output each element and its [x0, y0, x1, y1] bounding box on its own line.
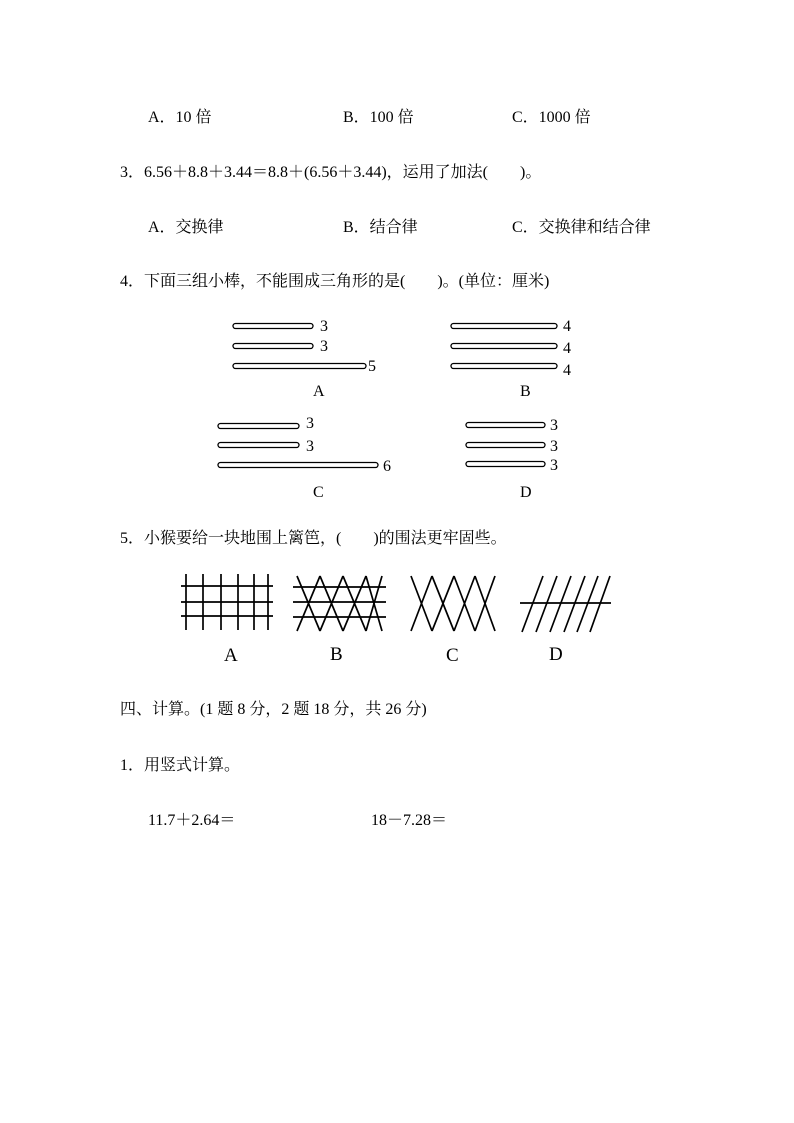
stick-c2-length: 3: [306, 438, 314, 455]
group-d-label: D: [520, 484, 532, 501]
q5-stem: 5．小猴要给一块地围上篱笆，( )的围法更牢固些。: [120, 530, 507, 547]
stick-group-c: [218, 415, 391, 501]
stick-c1: [218, 424, 299, 429]
fence-d-label: D: [549, 644, 563, 665]
q3-option-b: B．结合律: [343, 219, 418, 236]
group-a-label: A: [313, 383, 325, 400]
stick-d1: [466, 423, 545, 428]
stick-d2: [466, 443, 545, 448]
q2-option-b: B．100 倍: [343, 109, 414, 126]
fence-b-label: B: [330, 644, 343, 665]
stick-group-d: [466, 417, 558, 501]
group-b-label: B: [520, 383, 531, 400]
fence-a-grid-icon: [181, 574, 273, 630]
stick-a1-length: 3: [320, 318, 328, 335]
stick-b2: [451, 344, 557, 349]
fence-a-label: A: [224, 645, 238, 666]
stick-d2-length: 3: [550, 438, 558, 455]
stick-b3: [451, 364, 557, 369]
stick-b2-length: 4: [563, 340, 571, 357]
q3-stem: 3．6.56＋8.8＋3.44＝8.8＋(6.56＋3.44)，运用了加法( )。: [120, 164, 542, 181]
calc-expression-1: 11.7＋2.64＝: [148, 812, 236, 829]
fence-b-cross-rails-icon: [293, 576, 386, 631]
fence-c-lattice-icon: [411, 576, 495, 631]
calc-expression-2: 18－7.28＝: [371, 812, 448, 829]
q2-option-a: A．10 倍: [148, 109, 212, 126]
stick-c2: [218, 443, 299, 448]
stick-d3-length: 3: [550, 457, 558, 474]
stick-b3-length: 4: [563, 362, 571, 379]
stick-c3-length: 6: [383, 458, 391, 475]
stick-c3: [218, 463, 378, 468]
q4-stem: 4．下面三组小棒，不能围成三角形的是( )。(单位：厘米): [120, 273, 550, 290]
stick-a3: [233, 364, 366, 369]
stick-a3-length: 5: [368, 358, 376, 375]
group-c-label: C: [313, 484, 324, 501]
fence-d-slanted-icon: [520, 576, 611, 632]
section4-heading: 四、计算。(1 题 8 分，2 题 18 分，共 26 分): [120, 701, 427, 718]
stick-a2-length: 3: [320, 338, 328, 355]
stick-d3: [466, 462, 545, 467]
q3-option-a: A．交换律: [148, 219, 224, 236]
stick-group-b: [451, 318, 571, 400]
stick-d1-length: 3: [550, 417, 558, 434]
stick-a2: [233, 344, 313, 349]
fence-c-label: C: [446, 645, 459, 666]
q3-option-c: C．交换律和结合律: [512, 219, 651, 236]
stick-c1-length: 3: [306, 415, 314, 432]
stick-b1-length: 4: [563, 318, 571, 335]
stick-group-a: [233, 318, 376, 400]
q2-option-c: C．1000 倍: [512, 109, 591, 126]
section4-q1: 1．用竖式计算。: [120, 757, 241, 774]
stick-b1: [451, 324, 557, 329]
stick-a1: [233, 324, 313, 329]
